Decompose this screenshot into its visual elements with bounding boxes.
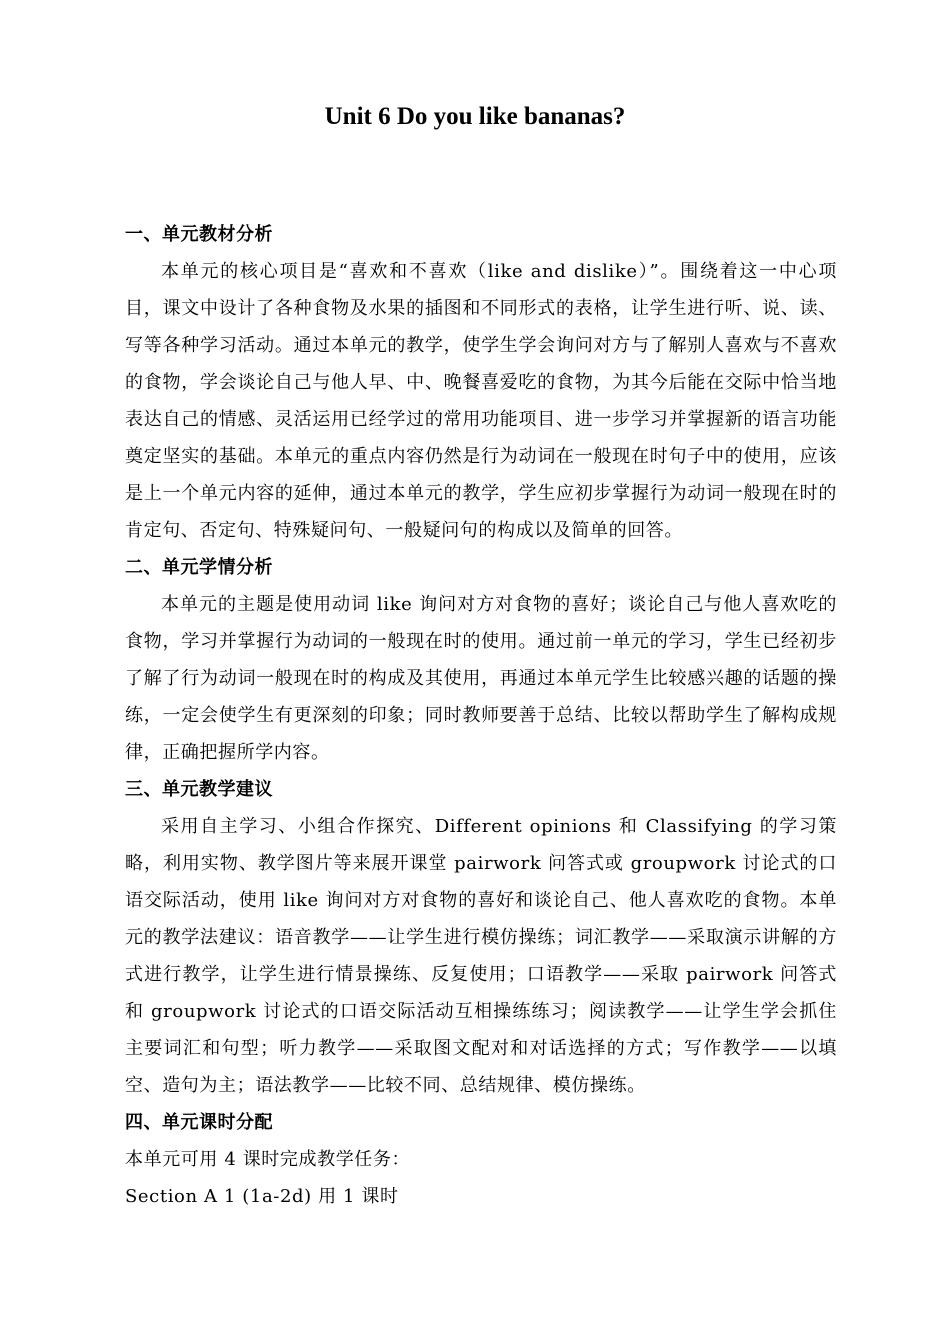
document-body bbox=[125, 216, 837, 1215]
section-heading-lesson-allocation: 四、单元课时分配 bbox=[125, 1112, 273, 1133]
section-paragraph-learner-analysis: 本单元的主题是使用动词 like 询问对方对食物的喜好；谈论自己与他人喜欢吃的食物，学习并掌握行为动词的一般现在时的使用。通过前一单元的学习，学生已经初步了解了行为动词一般现在时的构成及其使用，再通过本单元学生比较感兴趣的话题的操练，一定会使学生有更深刻的印象；同时教师要善于总结、比较以帮助学生了解构成规律，正确把握所学内容。 bbox=[125, 594, 837, 763]
section-paragraph-material-analysis: 本单元的核心项目是“喜欢和不喜欢（like and dislike）”。围绕着这一中心项目，课文中设计了各种食物及水果的插图和不同形式的表格，让学生进行听、说、读、写等各种学习活动。通过本单元的教学，使学生学会询问对方与了解别人喜欢与不喜欢的食物，学会谈论自己与他人早、中、晚餐喜爱吃的食物，为其今后能在交际中恰当地表达自己的情感、灵活运用已经学过的常用功能项目、进一步学习并掌握新的语言功能奠定坚实的基础。本单元的重点内容仍然是行为动词在一般现在时句子中的使用，应该是上一个单元内容的延伸，通过本单元的教学，学生应初步掌握行为动词一般现在时的肯定句、否定句、特殊疑问句、一般疑问句的构成以及简单的回答。 bbox=[125, 261, 837, 541]
section-heading-learner-analysis: 二、单元学情分析 bbox=[125, 557, 273, 578]
lesson-allocation-line: 本单元可用 4 课时完成教学任务： bbox=[125, 1149, 411, 1170]
section-paragraph-teaching-suggestions: 采用自主学习、小组合作探究、Different opinions 和 Classifying 的学习策略，利用实物、教学图片等来展开课堂 pairwork 问答式或 groupwork 讨论式的口语交际活动，使用 like 询问对方对食物的喜好和谈论自己、他人喜欢吃的食物。本单元的教学法建议：语音教学——让学生进行模仿操练；词汇教学——采取演示讲解的方式进行教学，让学生进行情景操练、反复使用；口语教学——采取 pairwork 问答式和 groupwork 讨论式的口语交际活动互相操练练习；阅读教学——让学生学会抓住主要词汇和句型；听力教学——采取图文配对和对话选择的方式；写作教学——以填空、造句为主；语法教学——比较不同、总结规律、模仿操练。 bbox=[125, 816, 837, 1096]
lesson-allocation-line: Section A 1 (1a-2d) 用 1 课时 bbox=[125, 1186, 399, 1207]
section-heading-teaching-suggestions: 三、单元教学建议 bbox=[125, 779, 273, 800]
document-title: Unit 6 Do you like bananas? bbox=[324, 103, 626, 130]
section-heading-material-analysis: 一、单元教材分析 bbox=[125, 224, 273, 245]
